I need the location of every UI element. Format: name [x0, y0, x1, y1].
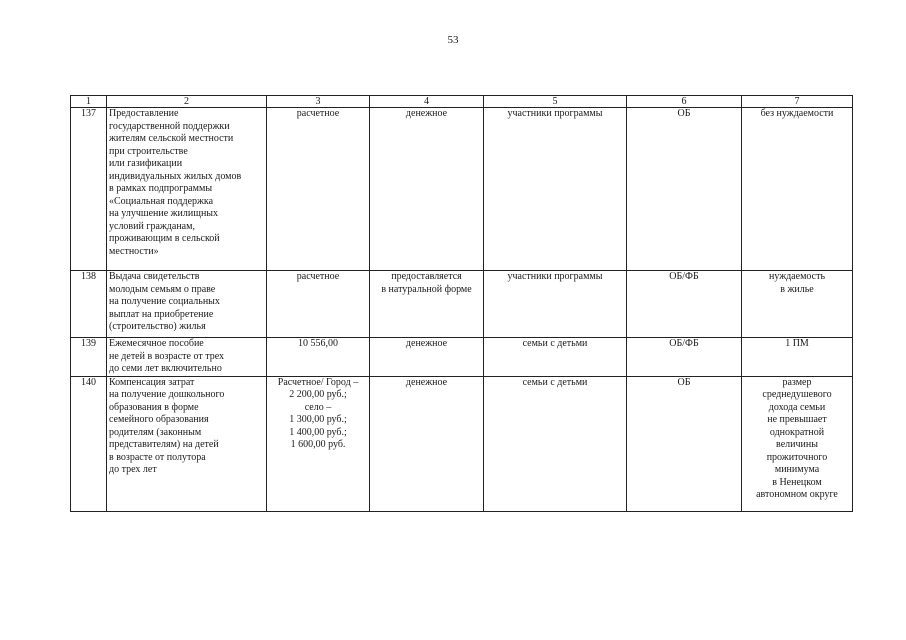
table-row — [71, 271, 853, 338]
row-number: 139 — [71, 338, 107, 377]
support-form: денежное — [370, 376, 484, 511]
budget-source: ОБ/ФБ — [627, 271, 742, 338]
measure-name: Ежемесячное пособие не детей в возрасте от трех до семи лет включительно — [107, 338, 267, 377]
column-header: 5 — [484, 96, 627, 108]
measure-name: Компенсация затрат на получение дошкольного образования в форме семейного образования родителям (законным представителям) на детей в возрасте от полутора до трех лет — [107, 376, 267, 511]
column-header: 4 — [370, 96, 484, 108]
table-row — [71, 338, 853, 377]
benefits-table — [70, 95, 853, 512]
column-header: 1 — [71, 96, 107, 108]
recipient-category: участники программы — [484, 108, 627, 271]
column-header: 7 — [742, 96, 853, 108]
calculation-type: расчетное — [267, 271, 370, 338]
column-header: 2 — [107, 96, 267, 108]
row-number: 140 — [71, 376, 107, 511]
page-number: 53 — [447, 34, 459, 46]
table-row — [71, 376, 853, 511]
table-row — [71, 108, 853, 271]
support-form: денежное — [370, 108, 484, 271]
calculation-type: 10 556,00 — [267, 338, 370, 377]
calculation-type: расчетное — [267, 108, 370, 271]
measure-name: Предоставление государственной поддержки жителям сельской местности при строительстве или газификации индивидуальных жилых домов в рамках подпрограммы «Социальная поддержка на улучшение жилищных условий гражданам, проживающим в сельской местности» — [107, 108, 267, 271]
budget-source: ОБ — [627, 108, 742, 271]
table-header-row — [71, 96, 853, 108]
budget-source: ОБ/ФБ — [627, 338, 742, 377]
need-criteria: размер среднедушевого дохода семьи не превышает однократной величины прожиточного минимума в Ненецком автономном округе — [742, 376, 853, 511]
column-header: 3 — [267, 96, 370, 108]
row-number: 137 — [71, 108, 107, 271]
recipient-category: участники программы — [484, 271, 627, 338]
need-criteria: 1 ПМ — [742, 338, 853, 377]
column-header: 6 — [627, 96, 742, 108]
recipient-category: семьи с детьми — [484, 338, 627, 377]
budget-source: ОБ — [627, 376, 742, 511]
row-number: 138 — [71, 271, 107, 338]
recipient-category: семьи с детьми — [484, 376, 627, 511]
need-criteria: нуждаемость в жилье — [742, 271, 853, 338]
support-form: предоставляется в натуральной форме — [370, 271, 484, 338]
calculation-type: Расчетное/ Город – 2 200,00 руб.; село – 1 300,00 руб.; 1 400,00 руб.; 1 600,00 руб. — [267, 376, 370, 511]
measure-name: Выдача свидетельств молодым семьям о праве на получение социальных выплат на приобретение (строительство) жилья — [107, 271, 267, 338]
support-form: денежное — [370, 338, 484, 377]
need-criteria: без нуждаемости — [742, 108, 853, 271]
